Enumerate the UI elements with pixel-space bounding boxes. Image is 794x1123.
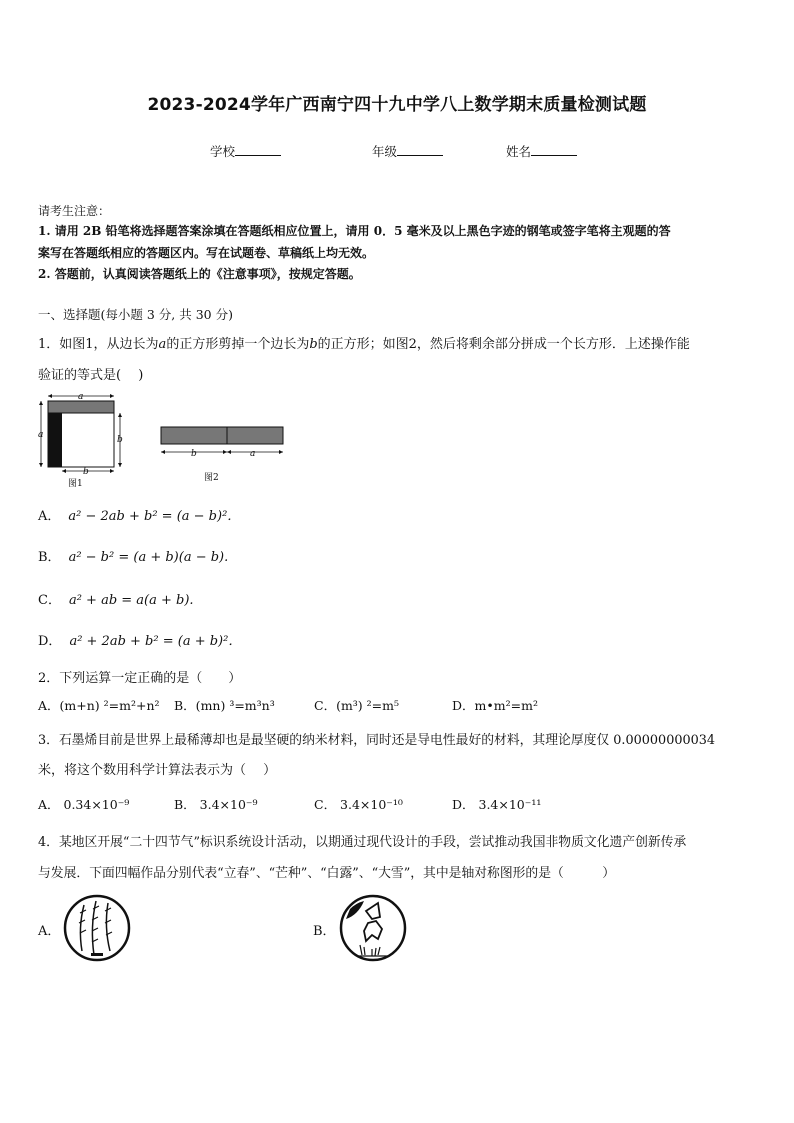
q1-stem-line1 bbox=[38, 333, 690, 352]
q1-option-d-expr: a² + 2ab + b² = (a + b)²． bbox=[69, 634, 242, 649]
q1-var-b: b bbox=[309, 337, 318, 352]
name-field bbox=[506, 142, 577, 160]
q1-text-post: 的正方形；如图2，然后将剩余部分拼成一个长方形．上述操作能 bbox=[317, 337, 690, 352]
notice-heading: 请考生注意： bbox=[38, 204, 111, 218]
q1-text-mid: 的正方形剪掉一个边长为 bbox=[166, 337, 310, 352]
grade-field bbox=[372, 142, 443, 160]
q4-stem-line1: 4．某地区开展“二十四节气”标识系统设计活动，以期通过现代设计的手段，尝试推动我国非物质文化遗产创新传承 bbox=[38, 835, 687, 850]
fig1-caption: 图1 bbox=[68, 479, 83, 488]
q1-option-b-label: B． bbox=[38, 550, 61, 565]
q3-option-c[interactable]: C． 3.4×10⁻¹⁰ bbox=[314, 797, 403, 812]
fig2-caption: 图2 bbox=[204, 473, 219, 483]
q4-stem-line2: 与发展．下面四幅作品分别代表“立春”、“芒种”、“白露”、“大雪”，其中是轴对称图形的是（ ） bbox=[38, 866, 616, 881]
fig1-label-b-bottom: b bbox=[83, 467, 89, 477]
q1-option-b[interactable] bbox=[38, 546, 228, 565]
q3-options bbox=[38, 795, 598, 811]
q4-option-b-label[interactable]: B． bbox=[313, 924, 336, 939]
page-title: 2023-2024学年广西南宁四十九中学八上数学期末质量检测试题 bbox=[147, 95, 647, 115]
q1-text-pre: 1．如图1，从边长为 bbox=[38, 337, 159, 352]
notice-item-2: 2. 答题前，认真阅读答题纸上的《注意事项》，按规定答题。 bbox=[38, 267, 361, 281]
notice-item-1: 1. 请用 2B 铅笔将选择题答案涂填在答题纸相应位置上，请用 0．5 毫米及以上黑色字迹的钢笔或签字笔将主观题的答 bbox=[38, 224, 671, 238]
fig2-rectangle bbox=[161, 427, 283, 444]
school-label: 学校 bbox=[210, 144, 236, 159]
q1-option-a[interactable] bbox=[38, 505, 240, 524]
name-label: 姓名 bbox=[506, 144, 532, 159]
fig1-label-a-top: a bbox=[78, 392, 84, 402]
q3-option-d[interactable]: D． 3.4×10⁻¹¹ bbox=[452, 797, 542, 812]
q3-stem-line2: 米，将这个数用科学计算法表示为（ ） bbox=[38, 763, 277, 778]
q4-option-a-label[interactable]: A． bbox=[38, 924, 61, 939]
q2-stem: 2．下列运算一定正确的是（ ） bbox=[38, 671, 242, 686]
q1-option-c-expr: a² + ab = a(a + b). bbox=[68, 593, 194, 608]
section-heading: 一、选择题(每小题 3 分, 共 30 分) bbox=[38, 307, 233, 322]
q1-figure-1 bbox=[36, 392, 126, 488]
q1-stem-line2: 验证的等式是( ) bbox=[38, 368, 144, 383]
q2-options bbox=[38, 696, 598, 712]
school-blank[interactable] bbox=[235, 143, 281, 156]
q1-option-a-expr: a² − 2ab + b² = (a − b)²． bbox=[68, 509, 241, 524]
q3-option-a[interactable]: A． 0.34×10⁻⁹ bbox=[38, 797, 130, 812]
q2-option-c[interactable]: C．(m³) ²=m⁵ bbox=[314, 698, 400, 713]
grade-blank[interactable] bbox=[397, 143, 443, 156]
q1-figure-2 bbox=[158, 420, 288, 486]
q1-option-c[interactable] bbox=[38, 589, 194, 608]
fig1-label-a-left: a bbox=[38, 430, 44, 440]
notice-item-1-cont: 案写在答题纸相应的答题区内。写在试题卷、草稿纸上均无效。 bbox=[38, 246, 375, 260]
q1-option-d-label: D． bbox=[38, 634, 62, 649]
q1-option-b-expr: a² − b² = (a + b)(a − b). bbox=[68, 550, 229, 565]
school-field bbox=[210, 142, 281, 160]
fig1-left-strip bbox=[48, 413, 62, 467]
name-blank[interactable] bbox=[531, 143, 577, 156]
q3-stem-line1: 3．石墨烯目前是世界上最稀薄却也是最坚硬的纳米材料，同时还是导电性最好的材料，其理论厚度仅 0.00000000034 bbox=[38, 733, 716, 748]
grade-label: 年级 bbox=[372, 144, 398, 159]
q1-var-a: a bbox=[158, 337, 167, 352]
q2-option-d[interactable]: D．m•m²=m² bbox=[452, 698, 538, 713]
fig1-label-b-right: b bbox=[117, 435, 123, 445]
fig1-top-strip bbox=[48, 401, 114, 413]
fig2-label-a: a bbox=[250, 449, 256, 459]
q4-option-a-image[interactable] bbox=[62, 893, 134, 965]
q2-option-a[interactable]: A．(m+n) ²=m²+n² bbox=[38, 698, 160, 713]
fig2-label-b: b bbox=[191, 449, 197, 459]
q4-option-b-image[interactable] bbox=[338, 893, 410, 965]
q1-option-a-label: A． bbox=[38, 509, 61, 524]
q1-option-c-label: C． bbox=[38, 593, 61, 608]
q3-option-b[interactable]: B． 3.4×10⁻⁹ bbox=[174, 797, 258, 812]
q2-option-b[interactable]: B．(mn) ³=m³n³ bbox=[174, 698, 275, 713]
q1-option-d[interactable] bbox=[38, 630, 241, 649]
